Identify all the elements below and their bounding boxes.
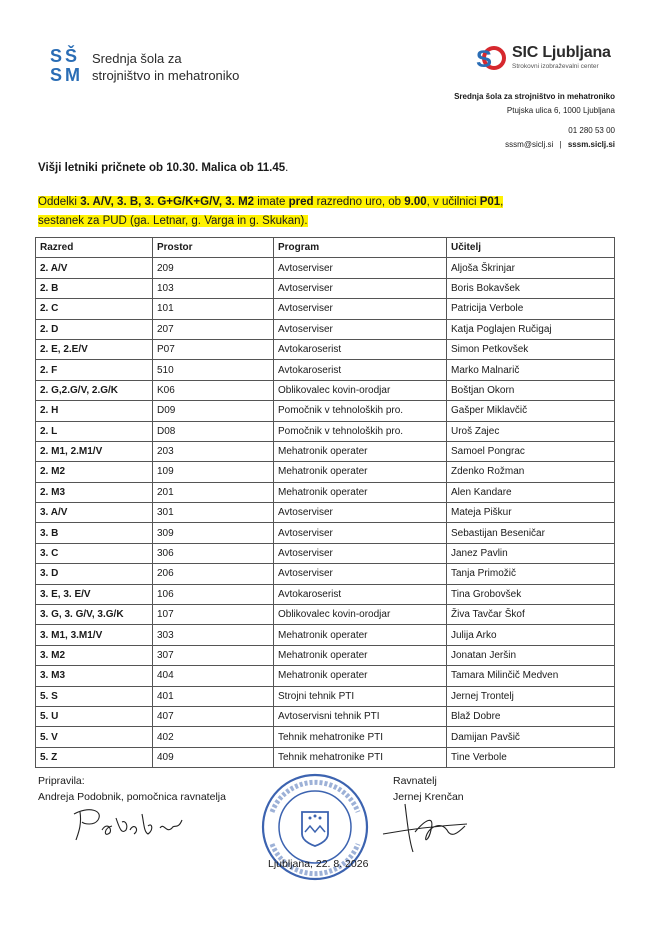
cell-ucitelj: Jernej Trontelj (447, 686, 615, 706)
cell-program: Oblikovalec kovin-orodjar (274, 605, 447, 625)
cell-razred: 2. F (36, 360, 153, 380)
sic-title: SIC Ljubljana (512, 44, 611, 61)
class-schedule-table (35, 237, 615, 768)
table-row (36, 727, 615, 747)
cell-program: Avtoservisni tehnik PTI (274, 706, 447, 726)
cell-razred: 3. G, 3. G/V, 3.G/K (36, 605, 153, 625)
cell-program: Strojni tehnik PTI (274, 686, 447, 706)
notice-text-3: razredno uro, ob (313, 196, 405, 208)
table-row (36, 421, 615, 441)
table-header-row (36, 238, 615, 258)
email-link[interactable]: sssm@siclj.si (505, 140, 554, 149)
cell-prostor: 309 (153, 523, 274, 543)
director-name: Jernej Krenčan (393, 791, 464, 803)
cell-ucitelj: Janez Pavlin (447, 543, 615, 563)
cell-ucitelj: Katja Poglajen Ručigaj (447, 319, 615, 339)
cell-program: Mehatronik operater (274, 441, 447, 461)
cell-ucitelj: Patricija Verbole (447, 299, 615, 319)
cell-program: Avtokaroserist (274, 584, 447, 604)
table-row (36, 706, 615, 726)
notice-meeting: sestanek za PUD (ga. Letnar, g. Varga in g. Skukan). (38, 215, 308, 227)
cell-ucitelj: Tine Verbole (447, 747, 615, 767)
cell-program: Avtoserviser (274, 523, 447, 543)
cell-prostor: 409 (153, 747, 274, 767)
cell-prostor: 103 (153, 278, 274, 298)
document-date: Ljubljana, 22. 8. 2026 (268, 858, 369, 870)
header-program: Program (274, 238, 447, 258)
cell-program: Avtoserviser (274, 503, 447, 523)
cell-ucitelj: Tanja Primožič (447, 564, 615, 584)
cell-razred: 5. Z (36, 747, 153, 767)
cell-program: Tehnik mehatronike PTI (274, 727, 447, 747)
cell-ucitelj: Boris Bokavšek (447, 278, 615, 298)
cell-razred: 3. A/V (36, 503, 153, 523)
highlighted-notice (38, 193, 618, 231)
prepared-label: Pripravila: (38, 775, 85, 787)
cell-prostor: 301 (153, 503, 274, 523)
cell-razred: 3. C (36, 543, 153, 563)
table-row (36, 625, 615, 645)
cell-ucitelj: Damijan Pavšič (447, 727, 615, 747)
notice-text-5: , (500, 196, 504, 208)
director-label: Ravnatelj (393, 775, 437, 787)
cell-prostor: 402 (153, 727, 274, 747)
table-row (36, 401, 615, 421)
school-name-line1: Srednja šola za (92, 51, 182, 66)
cell-razred: 3. M2 (36, 645, 153, 665)
school-contact (505, 124, 615, 152)
intro-time-start: ob 10.30 (149, 162, 196, 174)
cell-prostor: 206 (153, 564, 274, 584)
cell-ucitelj: Julija Arko (447, 625, 615, 645)
notice-text-1: Oddelki (38, 196, 81, 208)
cell-prostor: 510 (153, 360, 274, 380)
table-row (36, 462, 615, 482)
table-row (36, 258, 615, 278)
cell-ucitelj: Blaž Dobre (447, 706, 615, 726)
cell-ucitelj: Jonatan Jeršin (447, 645, 615, 665)
notice-before: pred (288, 196, 314, 208)
cell-prostor: 306 (153, 543, 274, 563)
cell-ucitelj: Sebastijan Beseničar (447, 523, 615, 543)
header-prostor: Prostor (153, 238, 274, 258)
table-row (36, 299, 615, 319)
table-row (36, 441, 615, 461)
cell-program: Mehatronik operater (274, 666, 447, 686)
cell-razred: 5. S (36, 686, 153, 706)
cell-ucitelj: Gašper Miklavčič (447, 401, 615, 421)
table-row (36, 319, 615, 339)
table-row (36, 666, 615, 686)
cell-prostor: 203 (153, 441, 274, 461)
website-link[interactable]: sssm.siclj.si (567, 140, 615, 149)
svg-text:Š: Š (65, 46, 78, 66)
intro-text-1: Višji letniki pričnete (38, 162, 149, 174)
cell-prostor: 101 (153, 299, 274, 319)
cell-ucitelj: Marko Malnarič (447, 360, 615, 380)
cell-ucitelj: Simon Petkovšek (447, 339, 615, 359)
cell-program: Avtoserviser (274, 258, 447, 278)
separator: | (559, 140, 562, 149)
cell-prostor: 207 (153, 319, 274, 339)
cell-program: Avtoserviser (274, 319, 447, 339)
cell-program: Avtoserviser (274, 543, 447, 563)
cell-prostor: 209 (153, 258, 274, 278)
table-row (36, 747, 615, 767)
phone: 01 280 53 00 (568, 126, 615, 135)
cell-program: Avtokaroserist (274, 339, 447, 359)
school-logo-icon (50, 45, 84, 85)
cell-razred: 2. M3 (36, 482, 153, 502)
cell-razred: 5. V (36, 727, 153, 747)
header-ucitelj: Učitelj (447, 238, 615, 258)
cell-prostor: 407 (153, 706, 274, 726)
cell-razred: 2. M2 (36, 462, 153, 482)
cell-prostor: D09 (153, 401, 274, 421)
cell-program: Mehatronik operater (274, 462, 447, 482)
cell-program: Pomočnik v tehnoloških pro. (274, 421, 447, 441)
cell-program: Tehnik mehatronike PTI (274, 747, 447, 767)
cell-razred: 2. L (36, 421, 153, 441)
intro-text-2: . Malica (195, 162, 240, 174)
table-row (36, 503, 615, 523)
cell-razred: 2. H (36, 401, 153, 421)
cell-razred: 5. U (36, 706, 153, 726)
intro-line (38, 162, 288, 174)
cell-program: Avtoserviser (274, 278, 447, 298)
cell-prostor: K06 (153, 380, 274, 400)
cell-program: Avtoserviser (274, 564, 447, 584)
cell-program: Pomočnik v tehnoloških pro. (274, 401, 447, 421)
sic-subtitle: Strokovni izobraževalni center (512, 63, 599, 70)
signature-director-icon (375, 800, 490, 855)
cell-prostor: 404 (153, 666, 274, 686)
notice-room: P01 (479, 196, 501, 208)
intro-time-lunch: ob 11.45 (239, 162, 286, 174)
cell-razred: 3. B (36, 523, 153, 543)
cell-razred: 2. G,2.G/V, 2.G/K (36, 380, 153, 400)
svg-text:S: S (50, 65, 63, 85)
cell-program: Mehatronik operater (274, 482, 447, 502)
school-name-line2: strojništvo in mehatroniko (92, 68, 240, 83)
table-row (36, 584, 615, 604)
table-row (36, 482, 615, 502)
table-row (36, 360, 615, 380)
svg-text:S: S (50, 46, 63, 66)
cell-razred: 2. B (36, 278, 153, 298)
cell-program: Avtoserviser (274, 299, 447, 319)
cell-ucitelj: Alen Kandare (447, 482, 615, 502)
notice-time: 9.00 (404, 196, 427, 208)
cell-ucitelj: Mateja Piškur (447, 503, 615, 523)
school-name (92, 50, 239, 84)
cell-prostor: 106 (153, 584, 274, 604)
cell-ucitelj: Tamara Milinčič Medven (447, 666, 615, 686)
cell-program: Mehatronik operater (274, 645, 447, 665)
prepared-name: Andreja Podobnik, pomočnica ravnatelja (38, 791, 226, 803)
intro-text-3: . (285, 162, 289, 174)
cell-prostor: 107 (153, 605, 274, 625)
cell-razred: 2. A/V (36, 258, 153, 278)
cell-razred: 2. D (36, 319, 153, 339)
cell-ucitelj: Aljoša Škrinjar (447, 258, 615, 278)
cell-razred: 3. M3 (36, 666, 153, 686)
svg-text:M: M (65, 65, 80, 85)
table-row (36, 543, 615, 563)
cell-prostor: 303 (153, 625, 274, 645)
notice-text-4: , v učilnici (426, 196, 480, 208)
cell-ucitelj: Zdenko Rožman (447, 462, 615, 482)
svg-text:S: S (476, 46, 493, 73)
cell-prostor: D08 (153, 421, 274, 441)
cell-ucitelj: Uroš Zajec (447, 421, 615, 441)
table-row (36, 605, 615, 625)
cell-prostor: P07 (153, 339, 274, 359)
table-row (36, 686, 615, 706)
table-row (36, 645, 615, 665)
cell-program: Avtokaroserist (274, 360, 447, 380)
cell-program: Oblikovalec kovin-orodjar (274, 380, 447, 400)
cell-razred: 3. D (36, 564, 153, 584)
cell-razred: 3. M1, 3.M1/V (36, 625, 153, 645)
address-street: Ptujska ulica 6, 1000 Ljubljana (506, 106, 615, 115)
table-row (36, 339, 615, 359)
cell-program: Mehatronik operater (274, 625, 447, 645)
header-razred: Razred (36, 238, 153, 258)
cell-razred: 2. M1, 2.M1/V (36, 441, 153, 461)
table-row (36, 278, 615, 298)
cell-ucitelj: Boštjan Okorn (447, 380, 615, 400)
cell-razred: 2. E, 2.E/V (36, 339, 153, 359)
sic-logo-icon (474, 43, 508, 73)
cell-razred: 2. C (36, 299, 153, 319)
cell-prostor: 307 (153, 645, 274, 665)
cell-prostor: 109 (153, 462, 274, 482)
cell-prostor: 401 (153, 686, 274, 706)
notice-text-2: imate (254, 196, 289, 208)
cell-ucitelj: Samoel Pongrac (447, 441, 615, 461)
table-row (36, 523, 615, 543)
notice-classes: 3. A/V, 3. B, 3. G+G/K+G/V, 3. M2 (80, 196, 255, 208)
signature-prepared-icon (68, 800, 198, 845)
cell-ucitelj: Živa Tavčar Škof (447, 605, 615, 625)
cell-ucitelj: Tina Grobovšek (447, 584, 615, 604)
cell-razred: 3. E, 3. E/V (36, 584, 153, 604)
school-address (454, 90, 615, 118)
address-name: Srednja šola za strojništvo in mehatroniko (454, 92, 615, 101)
cell-prostor: 201 (153, 482, 274, 502)
table-row (36, 380, 615, 400)
table-row (36, 564, 615, 584)
